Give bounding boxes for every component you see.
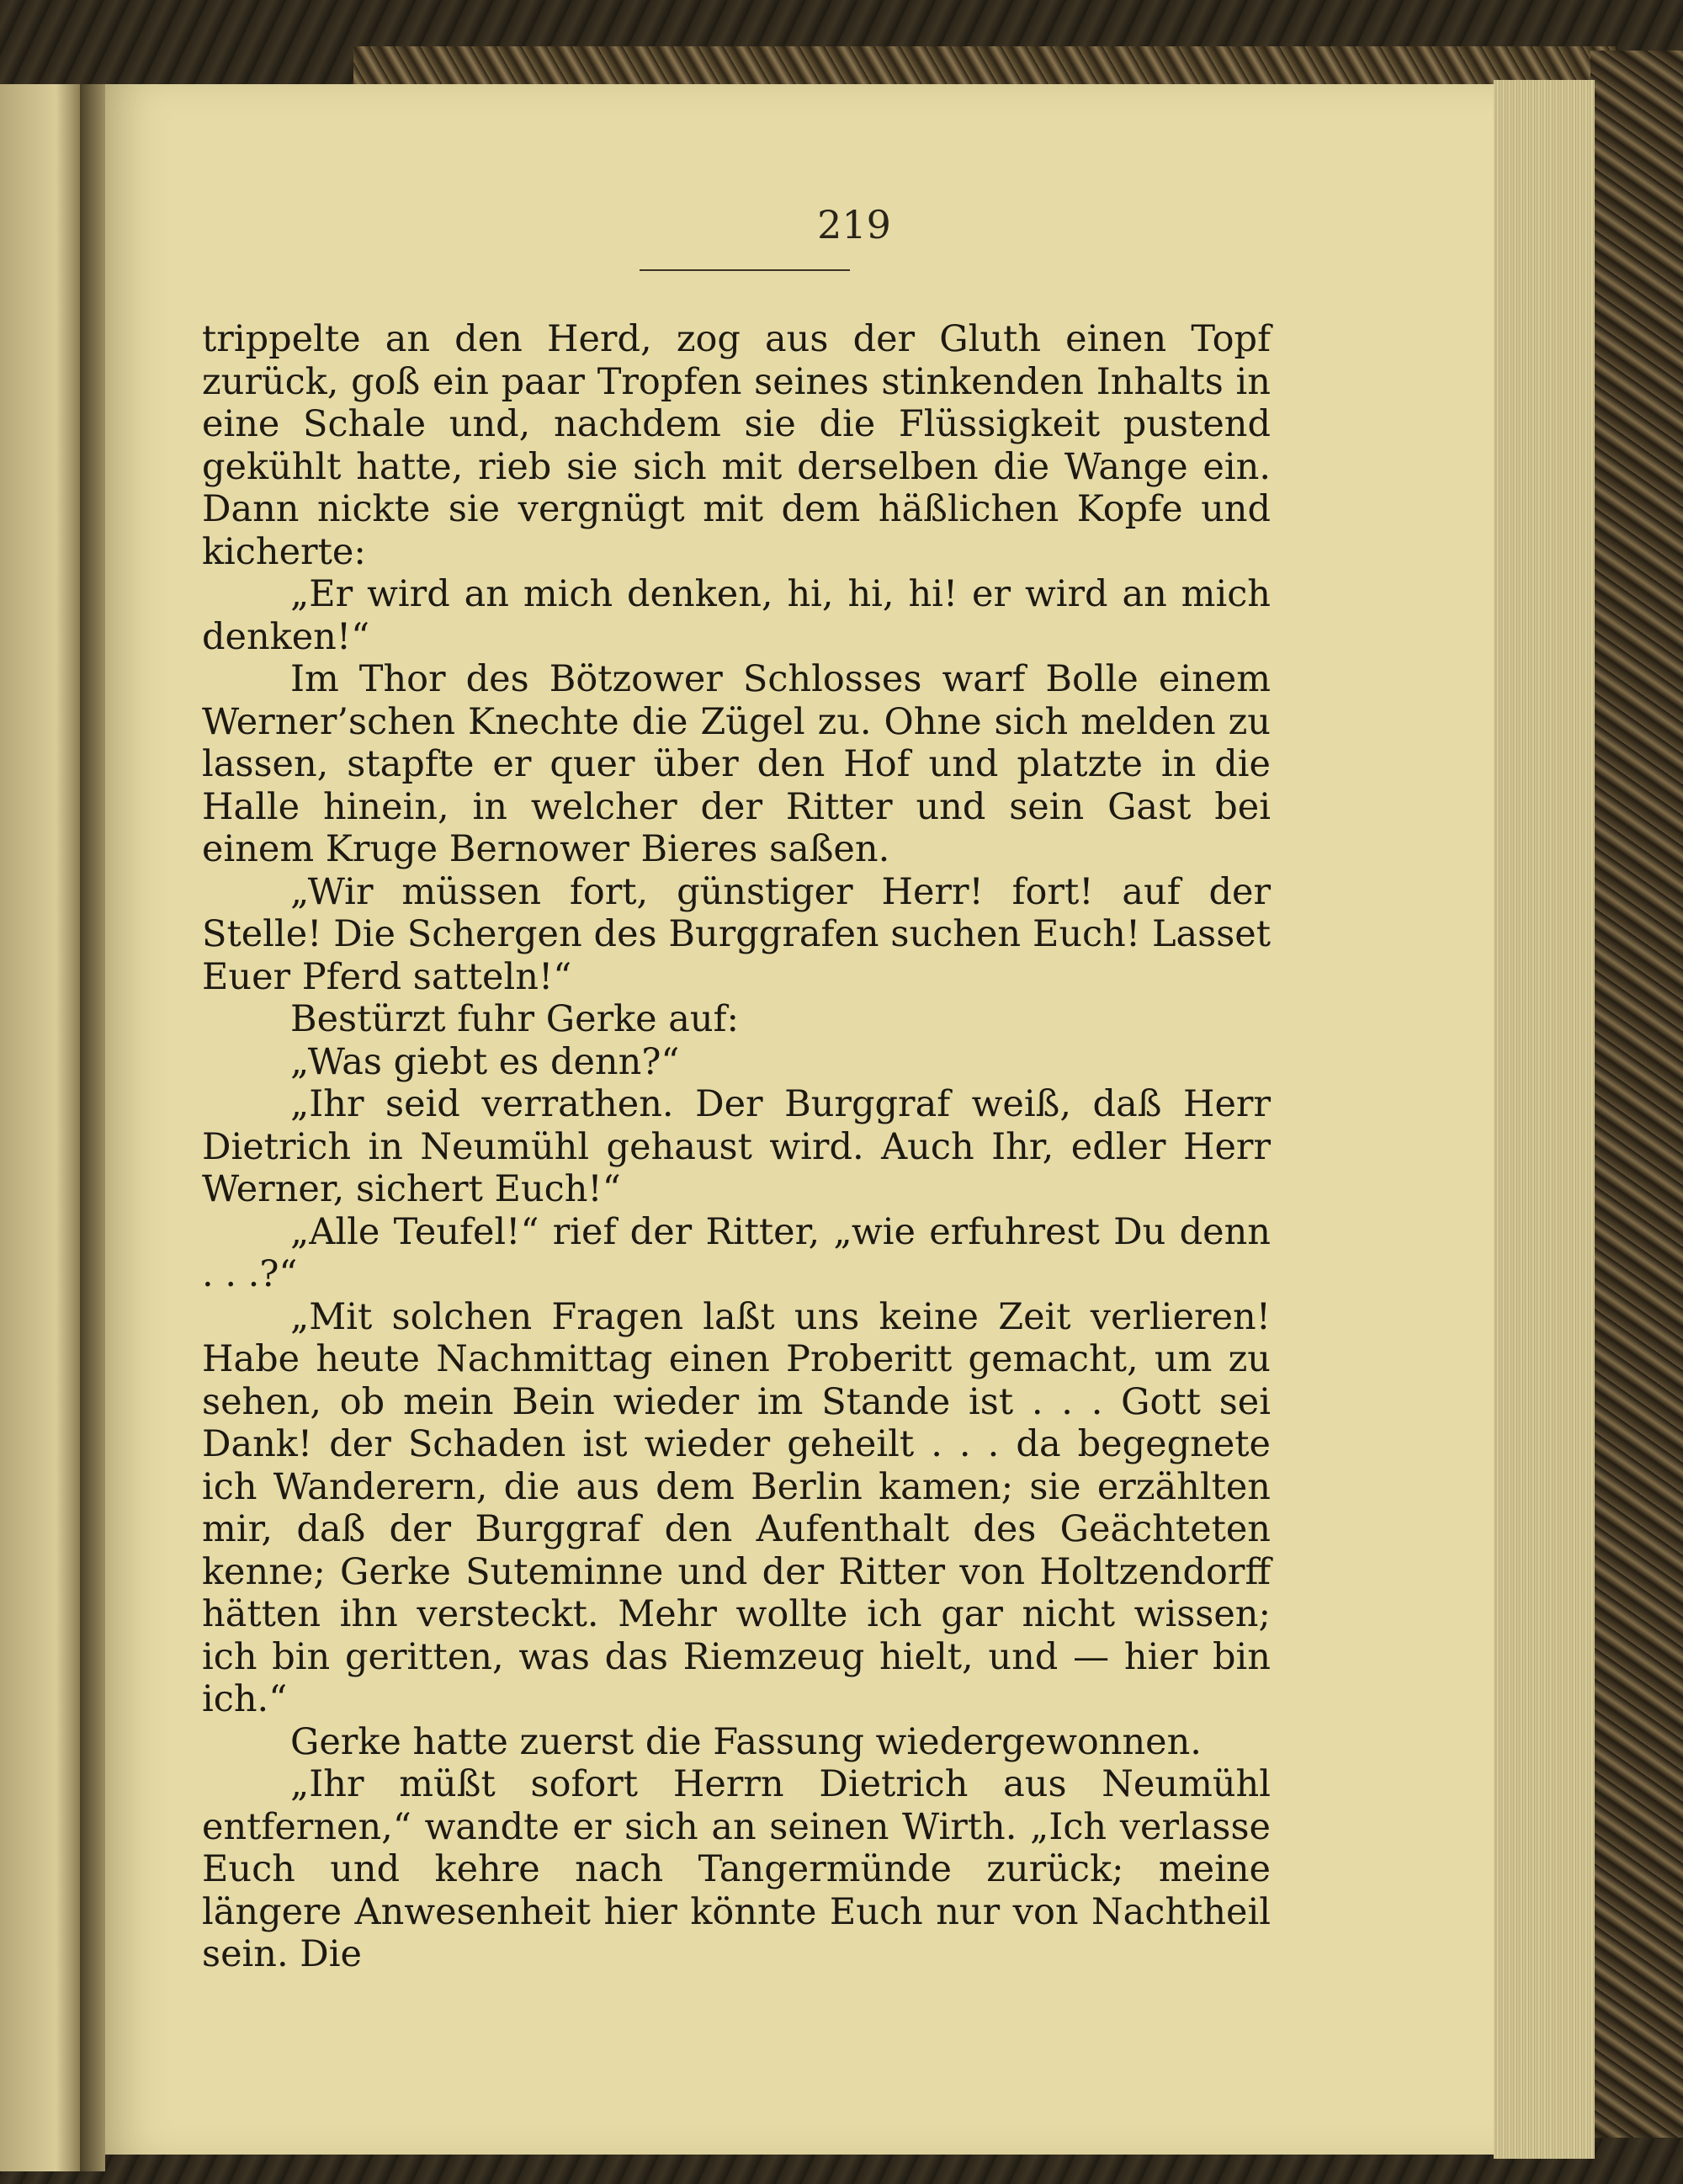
book-page — [105, 84, 1494, 2155]
page-number: 219 — [817, 202, 891, 247]
paragraph: „Was giebt es denn?“ — [290, 1040, 680, 1083]
paragraph: Im Thor des Bötzower Schlosses warf Bolle einem Werner’schen Knechte die Zügel zu. Ohne sich melden zu lassen, stapfte er quer über den Hof und platzte in die Halle hinein, in welcher der Ritter und sein Gast bei einem Kruge Bernower Bieres saßen. — [202, 658, 1271, 870]
paragraph: Bestürzt fuhr Gerke auf: — [290, 998, 740, 1040]
page-stack-edges — [1494, 80, 1595, 2159]
body-text — [202, 318, 1271, 1976]
paragraph: „Alle Teufel!“ rief der Ritter, „wie erfuhrest Du denn . . .?“ — [202, 1210, 1271, 1295]
facing-page-edge — [0, 84, 80, 2171]
header-rule — [640, 269, 850, 271]
paragraph: „Ihr müßt sofort Herrn Dietrich aus Neumühl entfernen,“ wandte er sich an seinen Wirth. „Ich verlasse Euch und kehre nach Tangermünde zurück; meine längere Anwesenheit hier könnte Euch nur von Nachtheil sein. Die — [202, 1763, 1271, 1975]
paragraph: „Ihr seid verrathen. Der Burggraf weiß, daß Herr Dietrich in Neumühl gehaust wird. Auch Ihr, edler Herr Werner, sichert Euch!“ — [202, 1083, 1271, 1210]
paragraph: „Mit solchen Fragen laßt uns keine Zeit verlieren! Habe heute Nachmittag einen Proberitt gemacht, um zu sehen, ob mein Bein wieder im Stande ist . . . Gott sei Dank! der Schaden ist wieder geheilt . . . da begegnete ich Wanderern, die aus dem Berlin kamen; sie erzählten mir, daß der Burggraf den Aufenthalt des Geächteten kenne; Gerke Suteminne und der Ritter von Holtzendorff hätten ihn versteckt. Mehr wollte ich gar nicht wissen; ich bin geritten, was das Riemzeug hielt, und — hier bin ich.“ — [202, 1295, 1271, 1720]
paragraph: Gerke hatte zuerst die Fassung wiedergewonnen. — [290, 1720, 1202, 1763]
paragraph: „Wir müssen fort, günstiger Herr! fort! auf der Stelle! Die Schergen des Burggrafen suchen Euch! Lasset Euer Pferd satteln!“ — [202, 870, 1271, 998]
paragraph: trippelte an den Herd, zog aus der Gluth einen Topf zurück, goß ein paar Tropfen seines stinkenden Inhalts in eine Schale und, nachdem sie die Flüssigkeit pustend gekühlt hatte, rieb sie sich mit derselben die Wange ein. Dann nickte sie vergnügt mit dem häßlichen Kopfe und kicherte: — [202, 318, 1271, 573]
paragraph: „Er wird an mich denken, hi, hi, hi! er wird an mich denken!“ — [202, 573, 1271, 658]
book-gutter — [80, 84, 105, 2171]
book-cover-right-edge — [1590, 50, 1683, 2138]
